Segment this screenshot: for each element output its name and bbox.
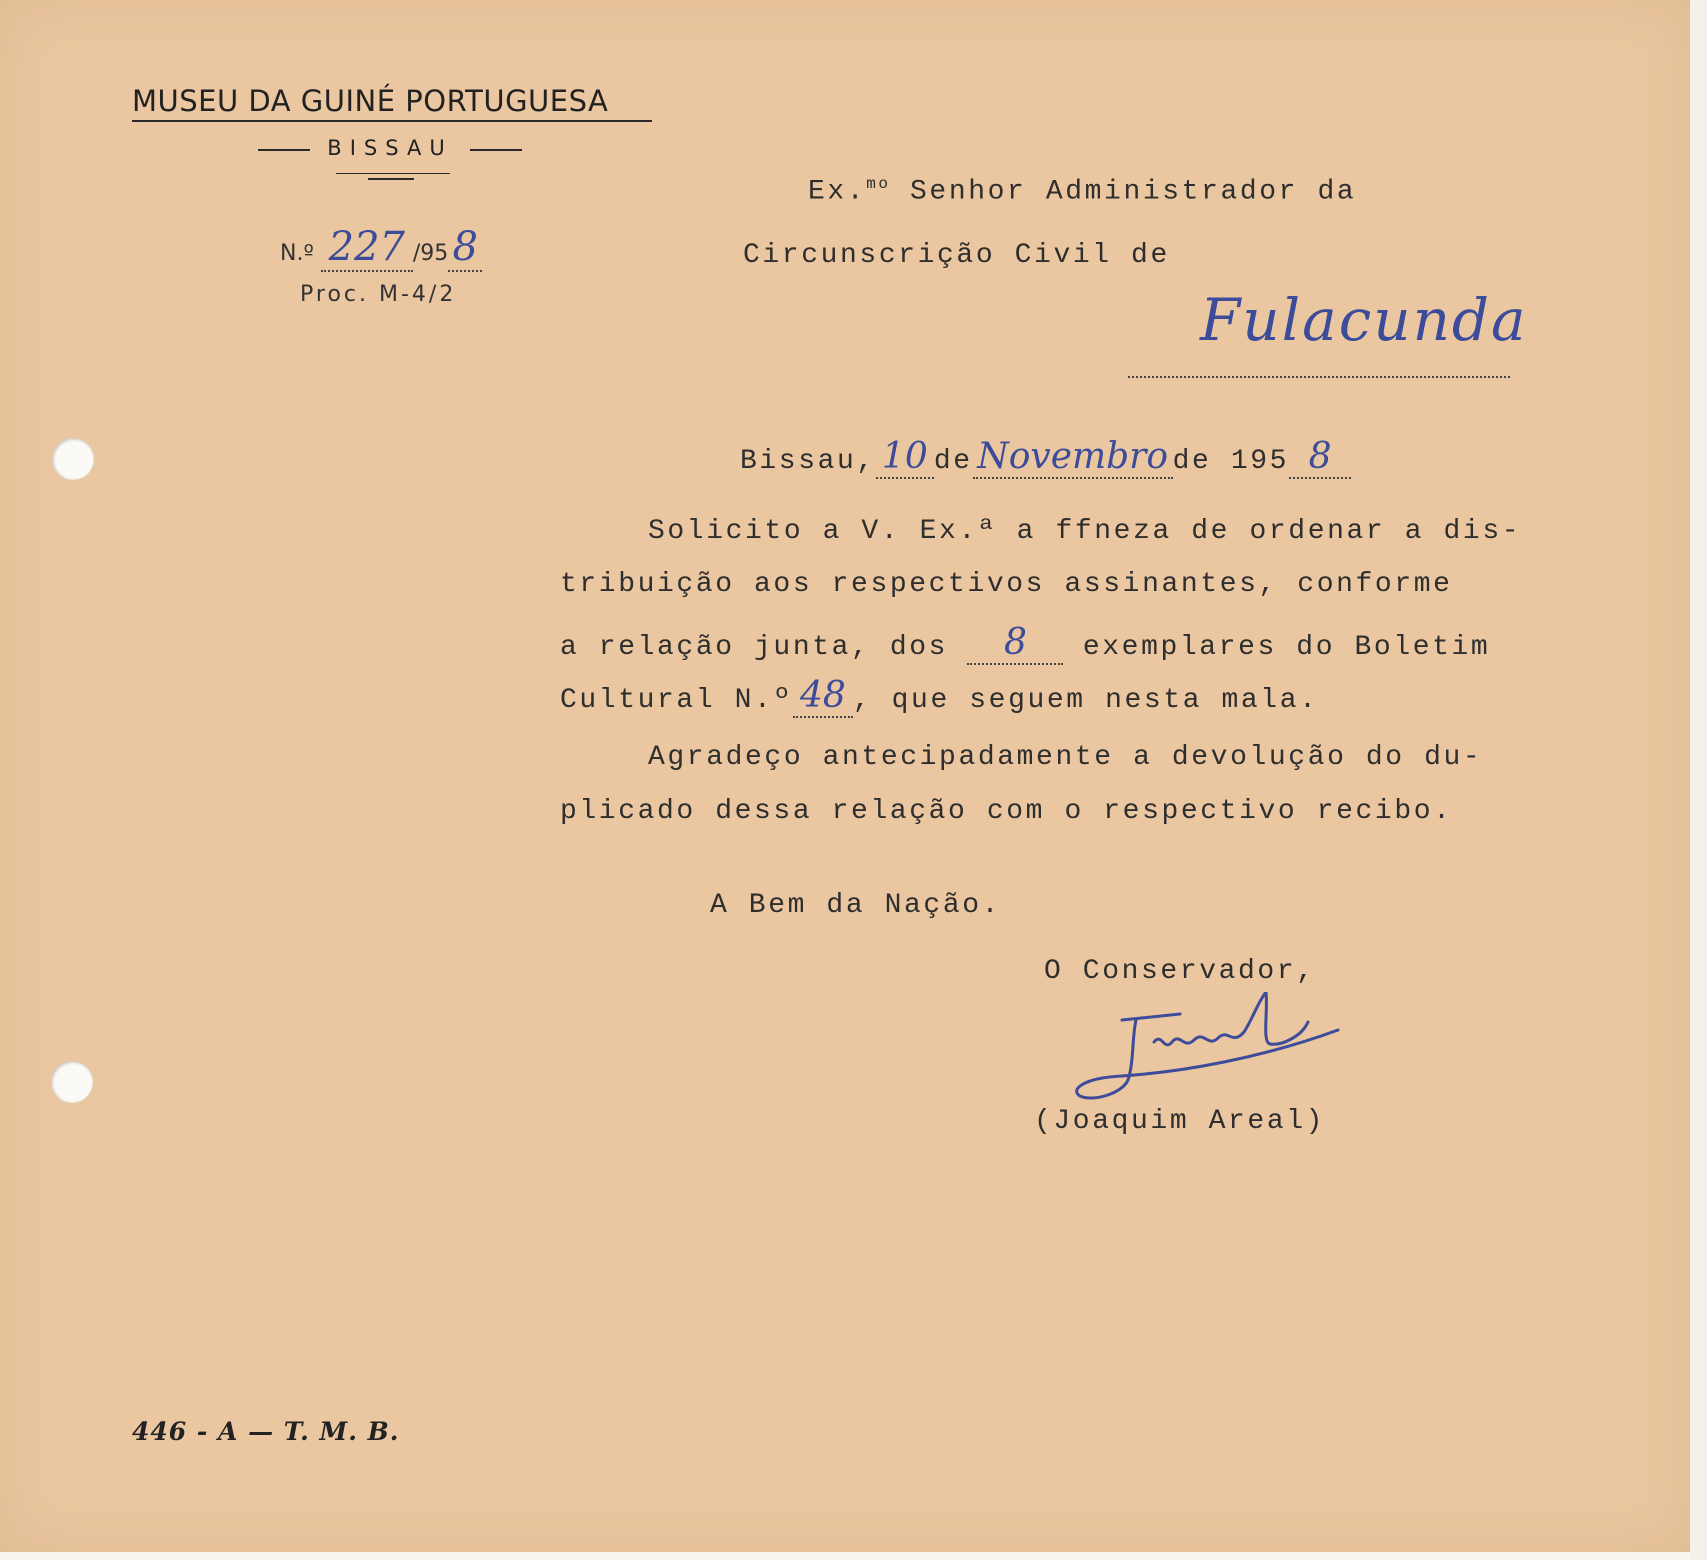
form-code: 446 - A — T. M. B. [132,1417,400,1446]
body-line-3: a relação junta, dos 8 exemplares do Boletim [560,622,1491,663]
place-dotted-line [1128,376,1510,378]
salutation: A Bem da Nação. [710,890,1002,921]
issue-number-handwritten: 48 [799,675,846,716]
date-line: Bissau, 10 de Novembro de 195 8 [740,436,1351,479]
body-line-1: Solicito a V. Ex.ª a ffneza de ordenar a dis- [648,516,1522,547]
day-handwritten: 10 [881,436,928,477]
addressee-line-2: Circunscrição Civil de [743,240,1170,271]
letterhead-divider-short [368,178,414,180]
letterhead-divider [336,173,450,174]
body-line-6: plicado dessa relação com o respectivo recibo. [560,796,1453,827]
place-handwritten: Fulacunda [1200,286,1528,354]
reference-number-handwritten: 227 [328,224,405,270]
addressee-line-1: Ex.$^{mo}$ Senhor Administrador da [808,175,1357,208]
punch-hole-bottom [51,1061,93,1103]
number-prefix: N.º [280,241,314,266]
institution-name: MUSEU DA GUINÉ PORTUGUESA [132,84,652,122]
signatory-name: (Joaquim Areal) [1034,1106,1326,1137]
signature [1062,992,1362,1112]
year-prefix: /95 [412,241,449,266]
reference-number [280,224,482,272]
year-digit-handwritten: 8 [452,224,478,270]
year-digit-handwritten: 8 [1308,436,1332,477]
page-edge [1690,0,1707,1560]
copies-handwritten: 8 [1004,622,1027,663]
punch-hole-top [52,438,94,480]
month-handwritten: Novembro [977,436,1169,477]
body-line-4: Cultural N.º 48 , que seguem nesta mala. [560,675,1319,716]
body-line-2: tribuição aos respectivos assinantes, conforme [560,569,1453,600]
signatory-title: O Conservador, [1044,956,1316,987]
city-rule-right [470,149,522,151]
city-name: BISSAU [327,136,453,160]
body-line-5: Agradeço antecipadamente a devolução do du- [648,742,1483,773]
process-code: Proc. M-4/2 [300,282,457,307]
